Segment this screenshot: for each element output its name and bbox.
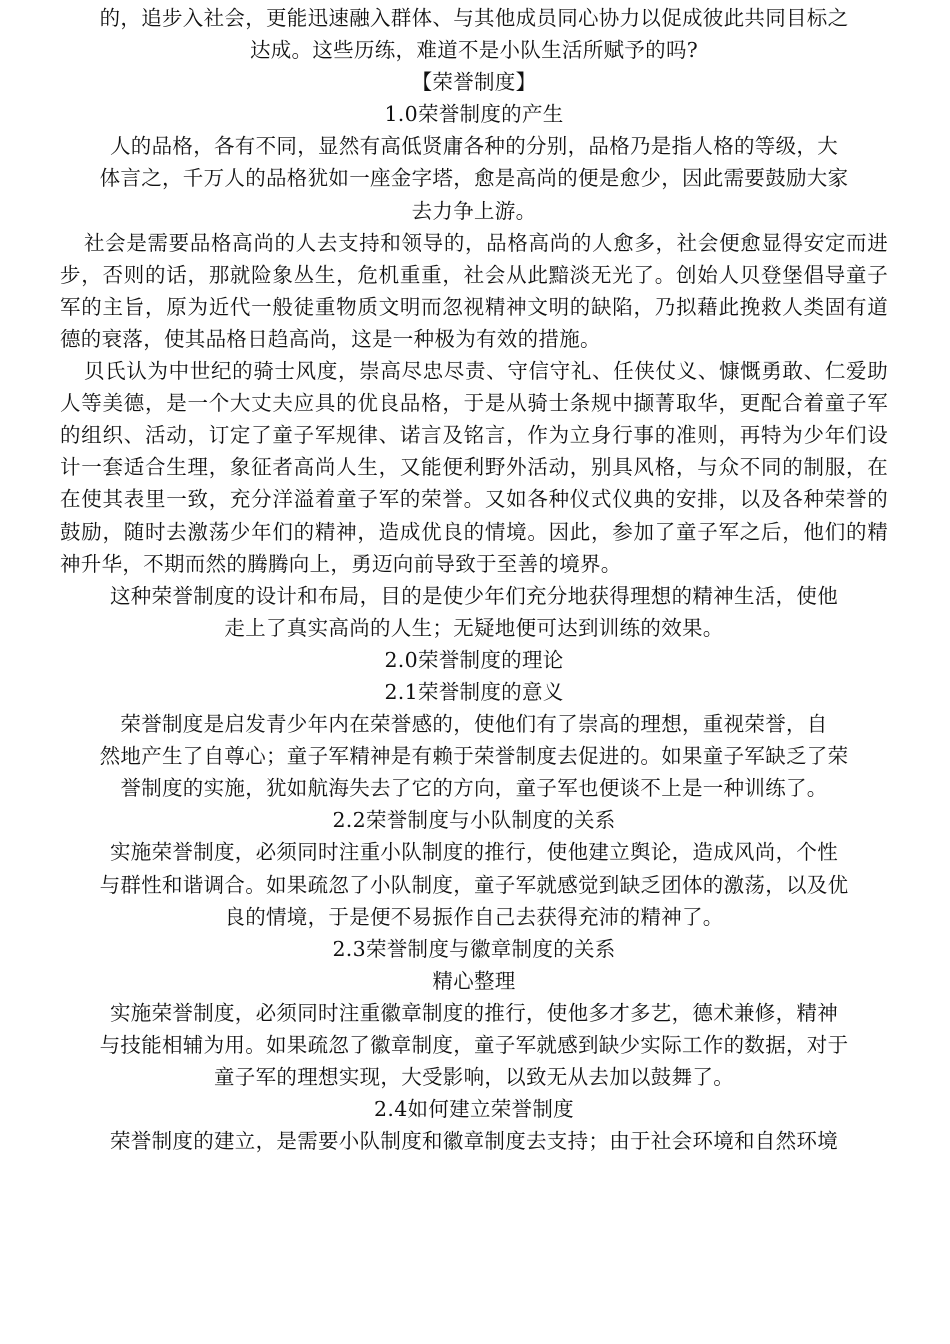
text-line: 人的品格，各有不同，显然有高低贤庸各种的分别，品格乃是指人格的等级，大 <box>110 134 838 159</box>
heading-2-3: 2.3荣誉制度与徽章制度的关系 <box>332 936 616 961</box>
text-line: 荣誉制度是启发青少年内在荣誉感的，使他们有了崇高的理想，重视荣誉，自 <box>120 712 828 737</box>
heading-1-0: 1.0荣誉制度的产生 <box>384 102 564 127</box>
text-line: 与技能相辅为用。如果疏忽了徽章制度，童子军就感到缺少实际工作的数据，对于 <box>99 1033 849 1057</box>
text-line: 荣誉制度的建立，是需要小队制度和徽章制度去支持；由于社会环境和自然环境 <box>110 1129 838 1154</box>
paragraph-7 <box>60 997 888 1093</box>
heading-2-2: 2.2荣誉制度与小队制度的关系 <box>332 808 616 833</box>
text-line: 与群性和谐调合。如果疏忽了小队制度，童子军就感觉到缺乏团体的激荡，以及优 <box>99 872 849 897</box>
paragraph-5 <box>60 708 888 804</box>
section-title: 【荣誉制度】 <box>411 70 537 95</box>
intro-paragraph <box>60 2 888 66</box>
text-line: 达成。这些历练，难道不是小队生活所赋予的吗? <box>249 38 699 63</box>
text-line: 誉制度的实施，犹如航海失去了它的方向，童子军也便谈不上是一种训练了。 <box>120 776 828 801</box>
text-line: 良的情境，于是便不易振作自己去获得充沛的精神了。 <box>224 904 724 929</box>
paragraph-2: 社会是需要品格高尚的人去支持和领导的，品格高尚的人愈多，社会便愈显得安定而进步，否则的话，那就险象丛生，危机重重，社会从此黯淡无光了。创始人贝登堡倡导童子军的主旨，原为近代一般徒重物质文明而忽视精神文明的缺陷，乃拟藉此挽救人类固有道德的衰落，使其品格日趋高尚，这是一种极为有效的措施。 <box>60 230 888 351</box>
text-line: 实施荣誉制度，必须同时注重小队制度的推行，使他建立舆论，造成风尚，个性 <box>110 840 838 865</box>
text-line: 这种荣誉制度的设计和布局，目的是使少年们充分地获得理想的精神生活，使他 <box>110 583 838 608</box>
text-line: 然地产生了自尊心；童子军精神是有赖于荣誉制度去促进的。如果童子军缺乏了荣 <box>99 744 849 769</box>
paragraph-6 <box>60 836 888 932</box>
text-line: 去力争上游。 <box>411 198 537 223</box>
heading-2-1: 2.1荣誉制度的意义 <box>384 679 564 704</box>
paragraph-1 <box>60 130 888 226</box>
paragraph-4 <box>60 580 888 644</box>
paragraph-8 <box>60 1125 888 1157</box>
text-line: 走上了真实高尚的人生；无疑地便可达到训练的效果。 <box>224 615 724 640</box>
text-line: 实施荣誉制度，必须同时注重徽章制度的推行，使他多才多艺，德术兼修，精神 <box>110 1000 838 1025</box>
note-text: 精心整理 <box>432 968 516 993</box>
heading-2-0: 2.0荣誉制度的理论 <box>384 647 564 672</box>
text-line: 的，追步入社会，更能迅速融入群体、与其他成员同心协力以促成彼此共同目标之 <box>99 6 849 30</box>
text-line: 童子军的理想实现，大受影响，以致无从去加以鼓舞了。 <box>214 1065 734 1090</box>
heading-2-4: 2.4如何建立荣誉制度 <box>374 1097 574 1122</box>
text-line: 体言之，千万人的品格犹如一座金字塔，愈是高尚的便是愈少，因此需要鼓励大家 <box>99 166 849 191</box>
paragraph-3: 贝氏认为中世纪的骑士风度，崇高尽忠尽责、守信守礼、任侠仗义、慷慨勇敢、仁爱助人等美德，是一个大丈夫应具的优良品格，于是从骑士条规中撷菁取华，更配合着童子军的组织、活动，订定了童子军规律、诺言及铭言，作为立身行事的准则，再特为少年们设计一套适合生理，象征者高尚人生，又能便利野外活动，别具风格，与众不同的制服，在在使其表里一致，充分洋溢着童子军的荣誉。又如各种仪式仪典的安排，以及各种荣誉的鼓励，随时去激荡少年们的精神，造成优良的情境。因此，参加了童子军之后，他们的精神升华，不期而然的腾腾向上，勇迈向前导致于至善的境界。 <box>60 359 888 576</box>
